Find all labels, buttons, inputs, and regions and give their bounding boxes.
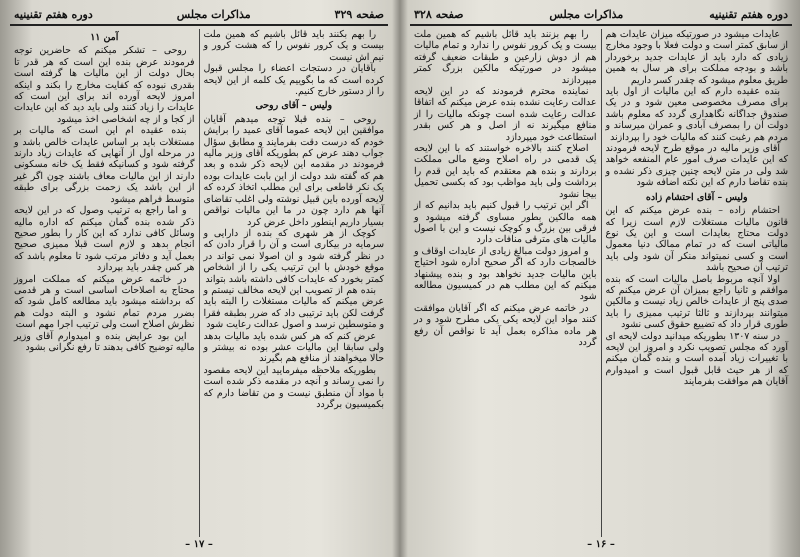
paragraph: بنده عقیده ام این است که مالیات بر مستغلات باید بر اساس عایدات خالص باشد و در مرحله اول از آنهایی که عایدات زیاد دارند گرفته شود و کسانیکه فقط یک خانه مسکونی دارند از این مالیات معاف باشند چون اگر غیر از این باشد یک زحمت بزرگی برای طبقه متوسط فراهم میشود	[14, 125, 195, 205]
right-page-footer	[410, 537, 792, 551]
column-heading: آمن ۱۱	[90, 32, 119, 43]
paragraph: و امروز دولت مبالغ زیادی از عایدات اوقاف و خالصجات دارد که اگر صحیح اداره شود احتیاج باین مالیات جدید نخواهد بود و بنده پیشنهاد میکنم که این مطلب هم در کمیسیون مطالعه شود	[414, 245, 597, 303]
paragraph: اولا آنچه مربوط باصل مالیات است که بنده موافقم و ثانیا راجع بمیزان آن عرض میکنم که صدی پنج از عایدات خالص زیاد نیست و مالکین میتوانند بپردازند و ثالثا ترتیب ممیزی را باید طوری قرار داد که تضییع حقوق کسی نشود	[605, 273, 788, 331]
left-page-session: دوره هفتم تقنینیه	[14, 7, 93, 21]
left-page-column-left	[10, 29, 200, 537]
right-page-column-left	[410, 29, 602, 537]
right-page-column-right	[602, 29, 793, 537]
paragraph: این بود عرایض بنده و امیدوارم آقای وزیر مالیه توضیح کافی بدهند تا رفع نگرانی بشود	[14, 330, 195, 353]
left-page	[10, 4, 388, 551]
paragraph: در خاتمه عرض میکنم که مملکت امروز محتاج به اصلاحات اساسی است و هر قدمی که برداشته میشود باید مطالعه کامل شود که بضرر مردم تمام نشود و البته دولت هم نظرش اصلاح است ولی ترتیب اجرا مهم است	[14, 273, 195, 331]
left-page-number: صفحه ۳۲۹	[334, 7, 384, 21]
paragraph: بآقایان در دستجات اعضاء را مجلس قبول کرده است که ما بگوییم یک کلمه از این لایحه را از دستور خارج کنیم.	[203, 63, 384, 98]
paragraph: بنده هم از تصویب این لایحه مخالف نیستم و عرض میکنم که مالیات مستغلات را البته باید گرفت لکن باید ترتیبی داد که ضرر بطبقه فقرا و متوسطین نرسد و اصول عدالت رعایت شود	[203, 284, 384, 331]
paragraph: روحی – تشکر میکنم که حاضرین توجه فرمودند عرض بنده این است که هر قدر تا بحال دولت از این مالیات ها گرفته است بقدری نبوده که کفایت مخارج را بکند و اینکه امروز لایحه آورده اند برای این است که عایدات را زیاد کنند ولی باید دید که این عایدات از کجا و از چه اشخاصی اخذ میشود	[14, 45, 195, 125]
left-page-header	[10, 4, 388, 26]
paragraph: روحی – بنده قبلا توجه میدهم آقایان موافقین این لایحه عموما آقای عمید را برایش خودم که درست دقت بفرمایند و مطابق سؤال جواب دهند عرض کم بطوریکه آقای وزیر مالیه فرمودند در مقدمه این لایحه ذکر شده و بعد هم که گفته شد دولت از این بابت عایدات بوده یک نکر قاطعی برای این مطلب اتخاذ کرده که لایحه آورده باین قبیل نوشته ولی اغلب تقاضای آنها هم دارد چون در ما این مالیات نواقص بسیار داریم اینطور داخل عرض کرد	[203, 113, 384, 228]
paragraph: نماینده محترم فرمودند که در این لایحه عدالت رعایت نشده بنده عرض میکنم که اتفاقا عدالت رعایت شده است چونکه مالیات را از منافع میگیرند نه از اصل و هر کس بقدر استطاعت خود میپردازد	[414, 86, 597, 143]
left-page-column-right	[200, 29, 389, 537]
right-page-session: دوره هفتم تقنینیه	[709, 7, 788, 21]
right-page-number: صفحه ۳۲۸	[414, 7, 464, 21]
paragraph: اگر این ترتیب را قبول کنیم باید بدانیم که از همه مالکین بطور مساوی گرفته میشود و فرقی بین بزرگ و کوچک نیست و این با اصول مالیات های مترقی منافات دارد	[414, 200, 597, 246]
speaker-heading: ولیس – آقای روحی	[255, 100, 333, 112]
left-page-folio: – ۱۷ –	[185, 538, 213, 550]
paragraph: در خاتمه عرض میکنم که اگر آقایان موافقت کنند مواد این لایحه یکی یکی مطرح شود و در هر ماده مذاکره بعمل آید تا نواقص آن رفع گردد	[414, 302, 597, 348]
right-page-folio: – ۱۶ –	[587, 538, 615, 550]
left-page-footer	[10, 537, 388, 551]
left-page-columns	[10, 29, 388, 537]
right-page-header	[410, 4, 792, 26]
paragraph: عرض کنم که هر کس شده باید مالیات بدهد ولی سابقا این مالیات عشر بوده نه بیشتر و حالا میخواهند از منافع هم بگیرند	[203, 330, 384, 365]
paragraph: آقای وزیر مالیه در موقع طرح لایحه فرمودند که این عایدات صرف امور عام المنفعه خواهد شد ولی در متن لایحه چنین چیزی ذکر نشده و بنده تقاضا دارم که این نکته اضافه شود	[605, 143, 788, 189]
paragraph: اصلاح کنند بالاخره خواستند که با این لایحه یک قدمی در راه اصلاح وضع مالی مملکت بردارند و بنده هم معتقدم که باید این قدم را برداشت ولی باید مواظب بود که بکسی تحمیل بیجا نشود	[414, 143, 597, 200]
paragraph: بنده عقیده دارم که این مالیات از اول باید برای مصرف مخصوصی معین شود و در یک صندوق جداگانه نگاهداری گردد که معلوم باشد دولت آن را بمصرف آبادی و عمران میرساند و مردم هم رغبت کنند که مالیات خود را بپردازند	[605, 86, 788, 143]
paragraph: و اما راجع به ترتیب وصول که در این لایحه ذکر شده بنده گمان میکنم که اداره مالیه وسائل کافی ندارد که این کار را بطور صحیح انجام بدهد و لازم است قبلا ممیزی صحیح بعمل آید و دفاتر مرتب شود تا معلوم باشد که هر کس چقدر باید بپردازد	[14, 205, 195, 274]
right-page	[410, 4, 792, 551]
paragraph: را بهم بکنند باید قائل باشیم که همین ملت بیست و یک کرور نفوس را که هشت کرور و نیم اش نیست	[203, 29, 384, 63]
right-page-title: مذاکرات مجلس	[549, 7, 624, 21]
paragraph: بطوریکه ملاحظه میفرمایید این لایحه مقصود را نمی رساند و آنچه در مقدمه ذکر شده است با مواد آن منطبق نیست و من تقاضا دارم که بکمیسیون برگردد	[203, 364, 384, 410]
left-page-title: مذاکرات مجلس	[176, 7, 251, 21]
speaker-heading: ولیس – آقای احتشام زاده	[645, 191, 748, 203]
paragraph: در سنه ۱۳۰۷ بطوریکه میدانید دولت لایحه ای آورد که مجلس تصویب نکرد و امروز این لایحه با تغییرات زیاد آمده است و بنده گمان میکنم که از هر حیث قابل قبول است و امیدوارم آقایان هم موافقت بفرمایند	[605, 330, 788, 388]
right-page-columns	[410, 29, 792, 537]
paragraph: کوچک از هر شهری که بنده از دارایی و سرمایه در بیکاری است و آن را قرار دادن که در نظر گرفته شود و ان اصولا نمی تواند در موقع خودش با این ترتیب یکی را از اشخاص کمتر بخورد که عایدات کافی داشته باشد بتواند	[203, 227, 384, 285]
paragraph: عایدات میشود در صورتیکه میزان عایدات هم از سابق کمتر است و دولت فعلا با وجود مخارج زیادی که دارد باید از عایدات جدید برخوردار باشد و بودجه مملکت برای هر سال به همین طریق معلوم میشود که چقدر کسر داریم	[605, 29, 788, 86]
paragraph: احتشام زاده – بنده عرض میکنم که این قانون مالیات مستغلات لازم است زیرا که دولت محتاج بعایدات است و این یک نوع مالیاتی است که در تمام ممالک دنیا معمول است و کسی نمیتواند منکر آن شود ولی باید ترتیب آن صحیح باشد	[605, 205, 788, 274]
paragraph: را بهم بزنند باید قائل باشیم که همین ملت بیست و یک کرور نفوس را ندارد و تمام مالیات هم از دوش زارعین و طبقات ضعیف گرفته میشود در صورتیکه مالکین بزرگ کمتر میپردازند	[414, 29, 597, 86]
